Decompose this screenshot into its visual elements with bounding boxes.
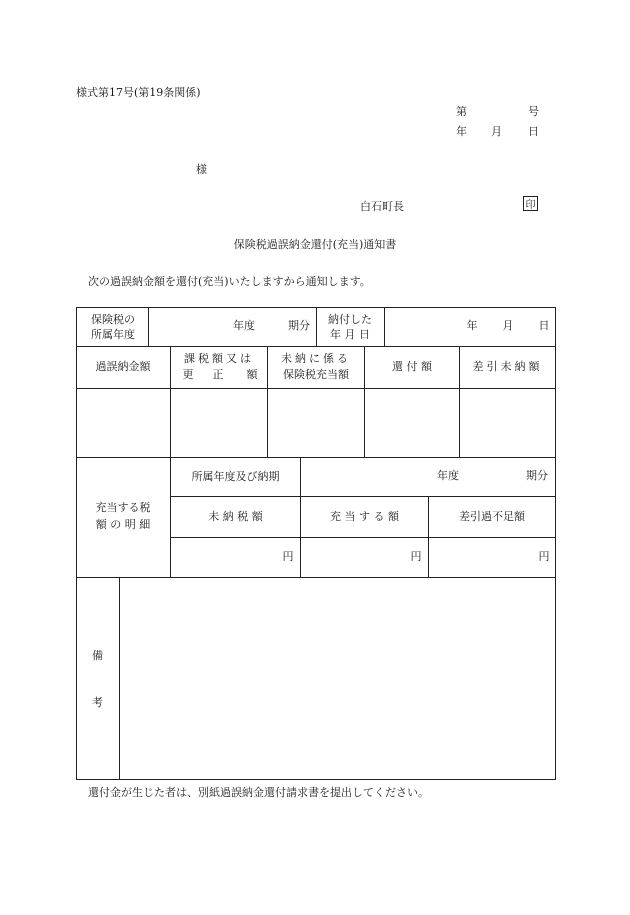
yen-unit-3: 円 (538, 550, 550, 563)
addressee-suffix: 様 (196, 163, 207, 176)
belong-year-label-line1: 保険税の (91, 313, 135, 326)
date-year-label: 年 (456, 125, 467, 138)
seal-mark: 印 (523, 196, 538, 211)
col-header-assessed-char3: 額 (246, 368, 258, 381)
col-header-assessed-char2: 正 (212, 368, 224, 381)
col-header-shortage: 差引過不足額 (459, 509, 525, 523)
col-header-unpaid-tax: 未 納 税 額 (208, 509, 263, 523)
date-month-label: 月 (491, 125, 502, 138)
allocation-label-line1: 充当する税 (95, 501, 151, 514)
remarks-label-char2: 考 (92, 696, 103, 709)
col-header-assessed-line1: 課税額又は (184, 352, 254, 365)
remarks-label-char1: 備 (92, 649, 103, 662)
yen-unit-2: 円 (410, 550, 422, 563)
belong-year-label-line2: 所属年度 (91, 328, 135, 341)
paid-year-label: 年 (466, 319, 478, 332)
belong-period-label: 所属年度及び納期 (191, 469, 280, 483)
form-number: 様式第17号(第19条関係) (76, 86, 201, 99)
col-header-allocate-amount: 充 当 す る 額 (330, 509, 399, 523)
col-header-allocated-line2: 保険税充当額 (283, 368, 349, 381)
alloc-period-unit: 期分 (526, 469, 548, 482)
paid-date-label-line1: 納付した (328, 313, 372, 326)
alloc-year-unit: 年度 (437, 469, 459, 482)
date-day-label: 日 (528, 125, 539, 138)
col-header-assessed-char1: 更 (182, 368, 194, 381)
doc-number-suffix: 号 (528, 105, 539, 118)
yen-unit-1: 円 (282, 550, 294, 563)
col-header-allocated-line1: 未納に係る (281, 352, 351, 365)
allocation-label-line2: 額 の 明 細 (95, 518, 151, 531)
year-unit: 年度 (233, 319, 255, 332)
col-header-refund: 還 付 額 (392, 360, 432, 373)
col-header-balance: 差引未納額 (472, 360, 543, 373)
col-header-overpaid: 過誤納金額 (95, 360, 151, 373)
footer-note: 還付金が生じた者は、別紙過誤納金還付請求書を提出してください。 (88, 786, 429, 799)
refund-table (76, 307, 556, 780)
doc-number-prefix: 第 (456, 105, 467, 118)
intro-text: 次の過誤納金額を還付(充当)いたしますから通知します。 (88, 275, 371, 288)
paid-month-label: 月 (502, 319, 514, 332)
period-unit: 期分 (288, 319, 310, 332)
paid-day-label: 日 (538, 319, 550, 332)
paid-date-label-line2: 年 月 日 (330, 328, 370, 341)
issuer-name: 白石町長 (360, 200, 404, 213)
document-title: 保険税過誤納金還付(充当)通知書 (233, 238, 397, 251)
